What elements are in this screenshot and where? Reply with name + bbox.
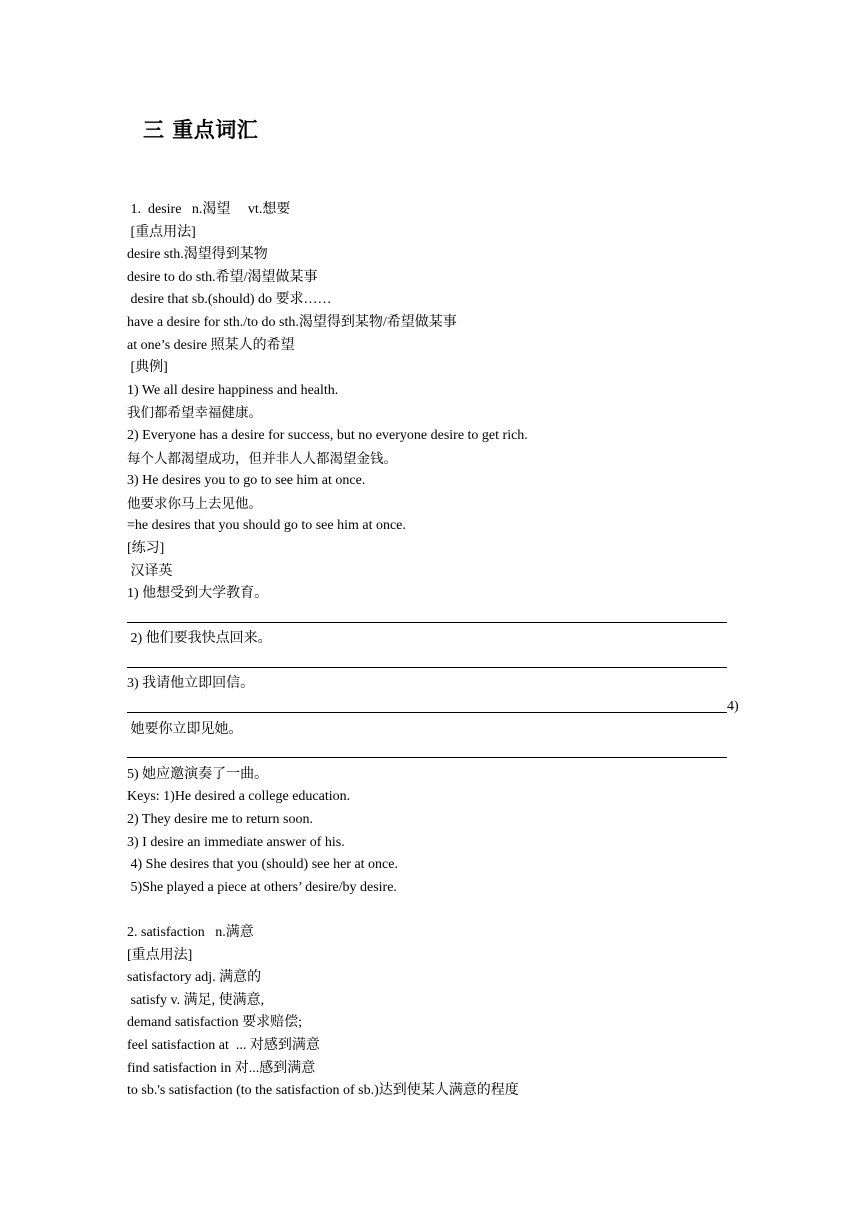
- section-heading: 三 重点词汇: [143, 118, 259, 142]
- entry-title-desire: 1. desire n.渴望 vt.想要: [127, 202, 291, 217]
- usage-line: at one’s desire 照某人的希望: [127, 337, 295, 353]
- practice-question: 5) 她应邀演奏了一曲。: [127, 766, 269, 782]
- paragraph-gap: [127, 899, 747, 922]
- example-translation: 他要求你马上去见他。: [127, 495, 262, 512]
- answer-blank[interactable]: [127, 651, 747, 674]
- example-line: 1) We all desire happiness and health.: [127, 382, 339, 398]
- example-translation: 每个人都渴望成功，但并非人人都渴望金钱。: [127, 450, 397, 467]
- usage-line: satisfy v. 满足, 使满意,: [127, 992, 265, 1008]
- practice-question: 1) 他想受到大学教育。: [127, 586, 269, 602]
- usage-label: [重点用法]: [127, 947, 193, 963]
- practice-sublabel: 汉译英: [127, 563, 173, 579]
- examples-label: [典例]: [127, 360, 168, 376]
- usage-label: [重点用法]: [127, 224, 196, 240]
- usage-line: desire that sb.(should) do 要求……: [127, 292, 332, 308]
- key-line: 4) She desires that you (should) see her at once.: [127, 857, 398, 873]
- document-body: [127, 199, 747, 1103]
- key-line: 2) They desire me to return soon.: [127, 812, 313, 828]
- usage-line: feel satisfaction at ... 对感到满意: [127, 1037, 320, 1053]
- key-line: 5)She played a piece at others’ desire/by desire.: [127, 879, 397, 895]
- example-line: 2) Everyone has a desire for success, but no everyone desire to get rich.: [127, 427, 528, 443]
- example-line: =he desires that you should go to see him at once.: [127, 518, 406, 534]
- entry-title-satisfaction: 2. satisfaction n.满意: [127, 925, 254, 940]
- question-number: 4): [727, 699, 739, 715]
- usage-line: demand satisfaction 要求赔偿;: [127, 1015, 302, 1031]
- usage-line: to sb.'s satisfaction (to the satisfaction of sb.)达到使某人满意的程度: [127, 1083, 519, 1099]
- usage-line: desire sth.渴望得到某物: [127, 247, 268, 263]
- example-translation: 我们都希望幸福健康。: [127, 405, 262, 422]
- usage-line: desire to do sth.希望/渴望做某事: [127, 269, 318, 285]
- practice-question: 3) 我请他立即回信。: [127, 676, 255, 692]
- practice-question: 2) 他们要我快点回来。: [127, 631, 272, 647]
- answer-blank[interactable]: [127, 696, 747, 719]
- usage-line: satisfactory adj. 满意的: [127, 970, 262, 986]
- answer-blank[interactable]: [127, 606, 747, 629]
- answer-blank[interactable]: [127, 741, 747, 764]
- key-line: Keys: 1)He desired a college education.: [127, 789, 351, 805]
- practice-label: [练习]: [127, 540, 165, 556]
- usage-line: find satisfaction in 对...感到满意: [127, 1060, 316, 1076]
- key-line: 3) I desire an immediate answer of his.: [127, 834, 345, 850]
- practice-question: 她要你立即见她。: [127, 721, 243, 737]
- usage-line: have a desire for sth./to do sth.渴望得到某物/希望做某事: [127, 314, 457, 330]
- example-line: 3) He desires you to go to see him at once.: [127, 473, 366, 489]
